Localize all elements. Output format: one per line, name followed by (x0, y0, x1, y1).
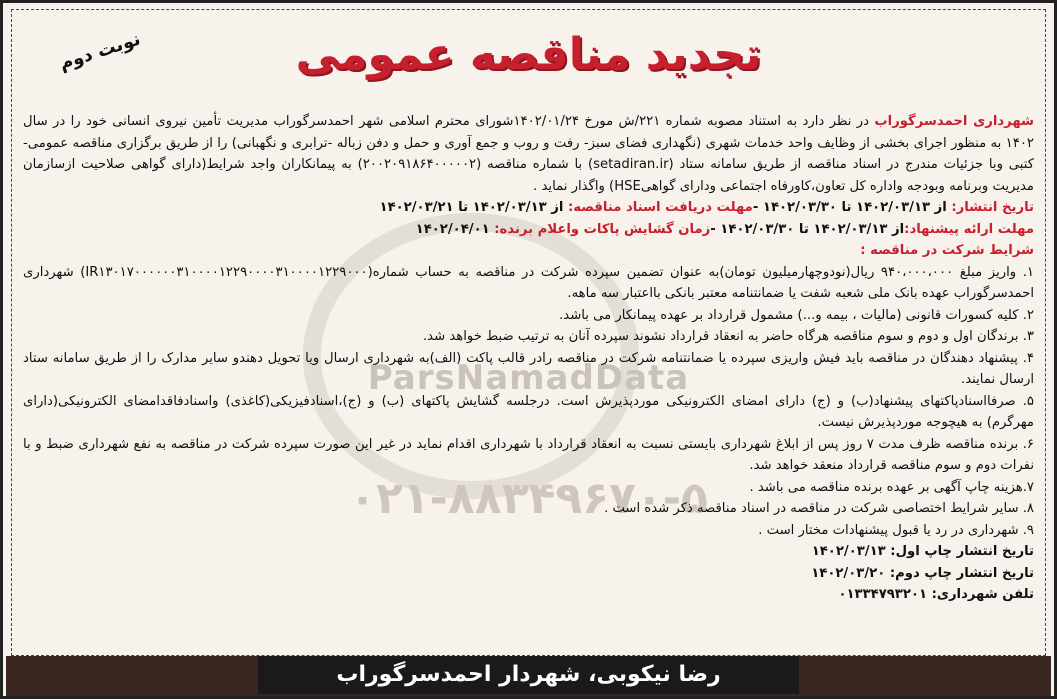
open-label: زمان گشایش پاکات واعلام برنده: (494, 221, 711, 237)
publish-label: تاریخ انتشار: (951, 200, 1034, 215)
footer-signature: رضا نیکوبی، شهردار احمدسرگوراب (258, 656, 799, 694)
condition-item: ۶. برنده مناقصه ظرف مدت ۷ روز پس از ابلاغ شهرداری بایستی نسبت به انعقاد قرارداد با شهرداری اقدام نماید در غیر این صورت سپرده شرکت در مناقصه به نفع شهرداری ضبط و با نفرات دوم و سوم مناقصه قرارداد منعقد خواهد شد. (23, 436, 1034, 473)
condition-item: ۱. واریز مبلغ ۹۴۰،۰۰۰،۰۰۰ ریال(نودوچهارمیلیون تومان)به عنوان تضمین سپرده شرکت در مناقصه به حساب شماره(IR۱۳۰۱۷۰۰۰۰۰۰۳۱۰۰۰۰۱۲۲۹۰۰۰۰۳۱۰۰۰۰۱۲۲۹۰۰۰) شهرداری احمدسرگوراب عهده بانک ملی شعبه شفت یا ضمانتنامه معتبر بانکی بااعتبار سه ماهه. (23, 264, 1035, 301)
open-value: ۱۴۰۲/۰۴/۰۱ (415, 221, 495, 237)
condition-item: ۸. سایر شرایط اختصاصی شرکت در مناقصه در اسناد مناقصه ذکر شده است . (604, 501, 1034, 516)
condition-item: ۴. پیشنهاد دهندگان در مناقصه باید فیش واریزی سپرده یا ضمانتنامه شرکت در مناقصه رادر قالب پاکت (الف)به شهرداری ارسال ویا تحویل دهندو سایر مدارک را از طریق سامانه ستاد ارسال نمایند. (23, 350, 1034, 387)
municipality-phone: تلفن شهرداری: ۰۱۳۳۴۷۹۳۲۰۱ (838, 587, 1034, 602)
condition-item: ۹. شهرداری در رد یا قبول پیشنهادات مختار است . (758, 522, 1034, 538)
condition-item: ۳. برندگان اول و دوم و سوم مناقصه هرگاه حاضر به انعقاد قرارداد نشوند سپرده آنان به ترتیب ضبط خواهد شد. (422, 329, 1034, 344)
page-title: تجدید مناقصه عمومی (295, 29, 762, 80)
receive-label: مهلت دریافت اسناد مناقصه: (567, 200, 753, 215)
dates-line-1 (23, 197, 1034, 219)
submit-label: مهلت ارائه پیشنهاد: (904, 221, 1034, 237)
dates-line-2 (23, 219, 1034, 241)
receive-value: از ۱۴۰۲/۰۳/۱۳ تا ۱۴۰۲/۰۳/۲۱ (379, 200, 568, 215)
intro-paragraph (23, 111, 1034, 197)
intro-lead: شهرداری احمدسرگوراب (874, 114, 1034, 129)
condition-item: ۵. صرفااسنادپاکتهای پیشنهاد(ب) و (ج) دارای امضای الکترونیکی موردپذیرش است. درجلسه گشایش پاکتهای (ب) و (ج)،اسنادفیزیکی(کاغذی) واسنادفاقدامضای الکترونیکی(دارای مهرگرم) به هیچوجه موردپذیرش نیست. (23, 393, 1034, 430)
submit-value: از ۱۴۰۲/۰۳/۱۳ تا ۱۴۰۲/۰۳/۳۰ - (710, 221, 905, 237)
first-print-date: تاریخ انتشار چاپ اول: ۱۴۰۲/۰۳/۱۳ (811, 544, 1034, 559)
second-print-date: تاریخ انتشار چاپ دوم: ۱۴۰۲/۰۳/۲۰ (811, 565, 1034, 581)
second-print-tag: نوبت دوم (56, 28, 143, 75)
intro-text: در نظر دارد به استناد مصوبه شماره ۲۲۱/ش مورخ ۱۴۰۲/۰۱/۲۴شورای محترم اسلامی شهر احمدسرگوراب مدیریت تأمین نیروی انسانی خود را در سال ۱۴۰۲ به منظور اجرای بخشی از وظایف واحد خدمات شهری (نگهداری فضای سبز- رفت و روب و جمع آوری و حمل و دفن زباله -ترابری و نگهبانی) را از طریق برگزاری مناقصه عمومی-کتبی وبا جزئیات مندرج در اسناد مناقصه از طریق سامانه ستاد (setadiran.ir) با شماره مناقصه (۲۰۰۲۰۹۱۸۶۴۰۰۰۰۰۲) به پیمانکاران واجد شرایط(دارای گواهی صلاحیت ازسازمان مدیریت وبرنامه وبودجه واداره کل تعاون،کاورفاه اجتماعی ودارای گواهیHSE) واگذار نماید . (23, 114, 1034, 194)
notice-body (23, 111, 1034, 606)
condition-item: ۷.هزینه چاپ آگهی بر عهده برنده مناقصه می باشد . (749, 479, 1034, 495)
condition-item: ۲. کلیه کسورات قانونی (مالیات ، بیمه و...) مشمول قرارداد بر عهده پیمانکار می باشد. (559, 307, 1034, 323)
publish-value: از ۱۴۰۲/۰۳/۱۳ تا ۱۴۰۲/۰۳/۳۰ - (752, 200, 952, 215)
conditions-title: شرایط شرکت در مناقصه : (860, 243, 1034, 258)
watermark-phone: ۰۲۱-۸۸۳۴۹۶۷۰-۵ (349, 473, 708, 524)
watermark-brand: ParsNamadData (367, 358, 690, 398)
